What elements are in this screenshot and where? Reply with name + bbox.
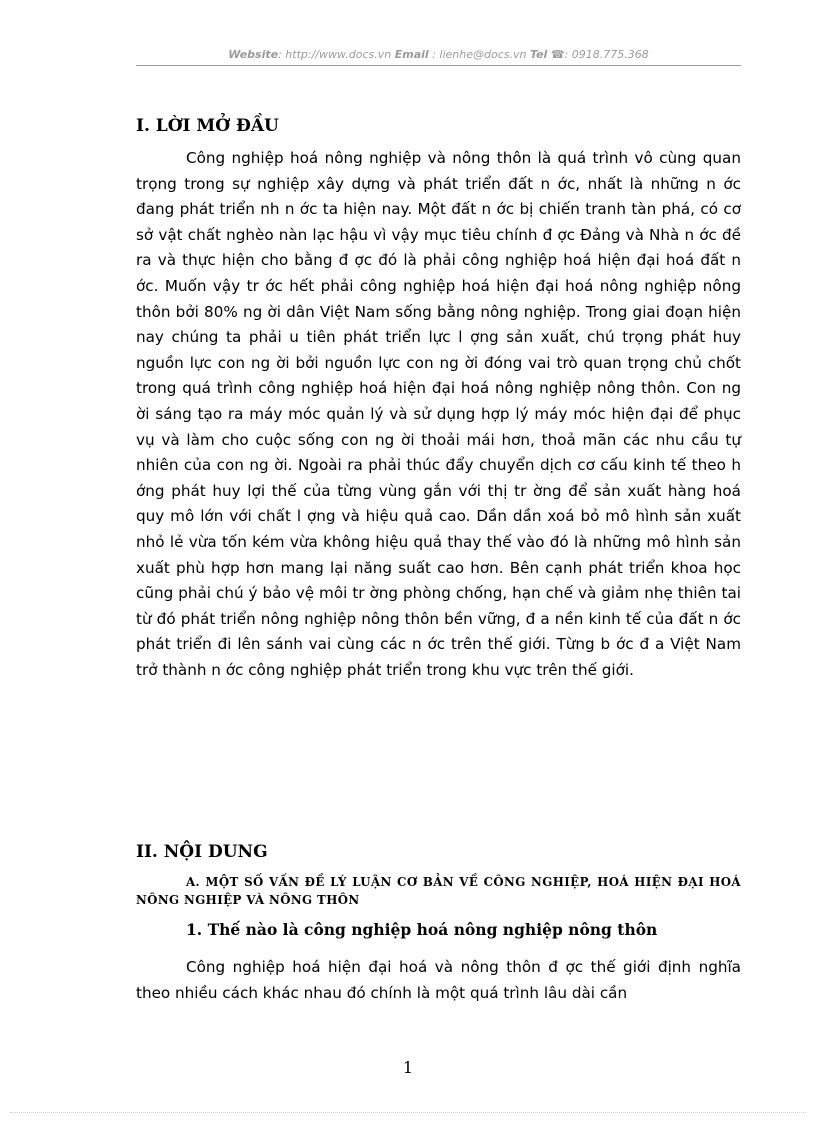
tel-value: : 0918.775.368 xyxy=(564,48,649,61)
tel-label: Tel xyxy=(529,48,548,61)
subheading-1: 1. Thế nào là công nghiệp hoá nông nghiệp nông thôn xyxy=(186,920,658,939)
section-heading-intro: I. LỜI MỞ ĐẦU xyxy=(136,116,279,136)
email-value: : lienhe@docs.vn xyxy=(432,48,527,61)
intro-paragraph xyxy=(136,146,741,683)
email-label: Email xyxy=(394,48,429,61)
page-number: 1 xyxy=(402,1058,414,1077)
content-paragraph xyxy=(136,955,741,1006)
content-paragraph-text: Công nghiệp hoá hiện đại hoá và nông thôn đ ợc thế giới định nghĩa theo nhiều cách khác nhau đó chính là một quá trình lâu dài cần xyxy=(136,958,741,1002)
header-divider xyxy=(136,65,741,66)
website-value: : http://www.docs.vn xyxy=(278,48,392,61)
page-header xyxy=(136,46,741,64)
section-heading-content: II. NỘI DUNG xyxy=(136,842,268,862)
subheading-a: A. MỘT SỐ VẤN ĐỀ LÝ LUẬN CƠ BẢN VỀ CÔNG NGHIỆP, HOÁ HIỆN ĐẠI HOÁ NÔNG NGHIỆP VÀ NÔNG THÔN xyxy=(136,875,741,907)
website-label: Website xyxy=(228,48,279,61)
phone-icon: ☎ xyxy=(550,48,565,61)
intro-paragraph-text: Công nghiệp hoá nông nghiệp và nông thôn là quá trình vô cùng quan trọng trong sự nghiệp xây dựng và phát triển đất n ớc, nhất là những n ớc đang phát triển nh n ớc ta hiện nay. Một đất n ớc bị chiến tranh tàn phá, có cơ sở vật chất nghèo nàn lạc hậu vì vậy mục tiêu chính đ ợc Đảng và Nhà n ớc đề ra và thực hiện cho bằng đ ợc đó là phải công nghiệp hoá hiện đại hoá đất n ớc. Muốn vậy tr ớc hết phải công nghiệp hoá hiện đại hoá nông nghiệp nông thôn bởi 80% ng ời dân Việt Nam sống bằng nông nghiệp. Trong giai đoạn hiện nay chúng ta phải u tiên phát triển lực l ợng sản xuất, chú trọng phát huy nguồn lực con ng ời bởi nguồn lực con ng ời đóng vai trò quan trọng chủ chốt trong quá trình công nghiệp hoá hiện đại hoá nông nghiệp nông thôn. Con ng ời sáng tạo ra máy móc quản lý và sử dụng hợp lý máy móc hiện đại để phục vụ và làm cho cuộc sống con ng ời thoải mái hơn, thoả mãn các nhu cầu tự nhiên của con ng ời. Ngoài ra phải thúc đẩy chuyển dịch cơ cấu kinh tế theo h ớng phát huy lợi thế của từng vùng gắn với thị tr ờng để sản xuất hàng hoá quy mô lớn với chất l ợng và hiệu quả cao. Dần dần xoá bỏ mô hình sản xuất nhỏ lẻ vừa tốn kém vừa không hiệu quả thay thế vào đó là những mô hình sản xuất phù hợp hơn mang lại năng suất cao hơn. Bên cạnh phát triển khoa học cũng phải chú ý bảo vệ môi tr ờng phòng chống, hạn chế và giảm nhẹ thiên tai từ đó phát triển nông nghiệp nông thôn bền vững, đ a nền kinh tế của đất n ớc phát triển đi lên sánh vai cùng các n ớc trên thế giới. Từng b ớc đ a Việt Nam trở thành n ớc công nghiệp phát triển trong khu vực trên thế giới. xyxy=(136,149,741,679)
footer-divider xyxy=(10,1112,806,1113)
